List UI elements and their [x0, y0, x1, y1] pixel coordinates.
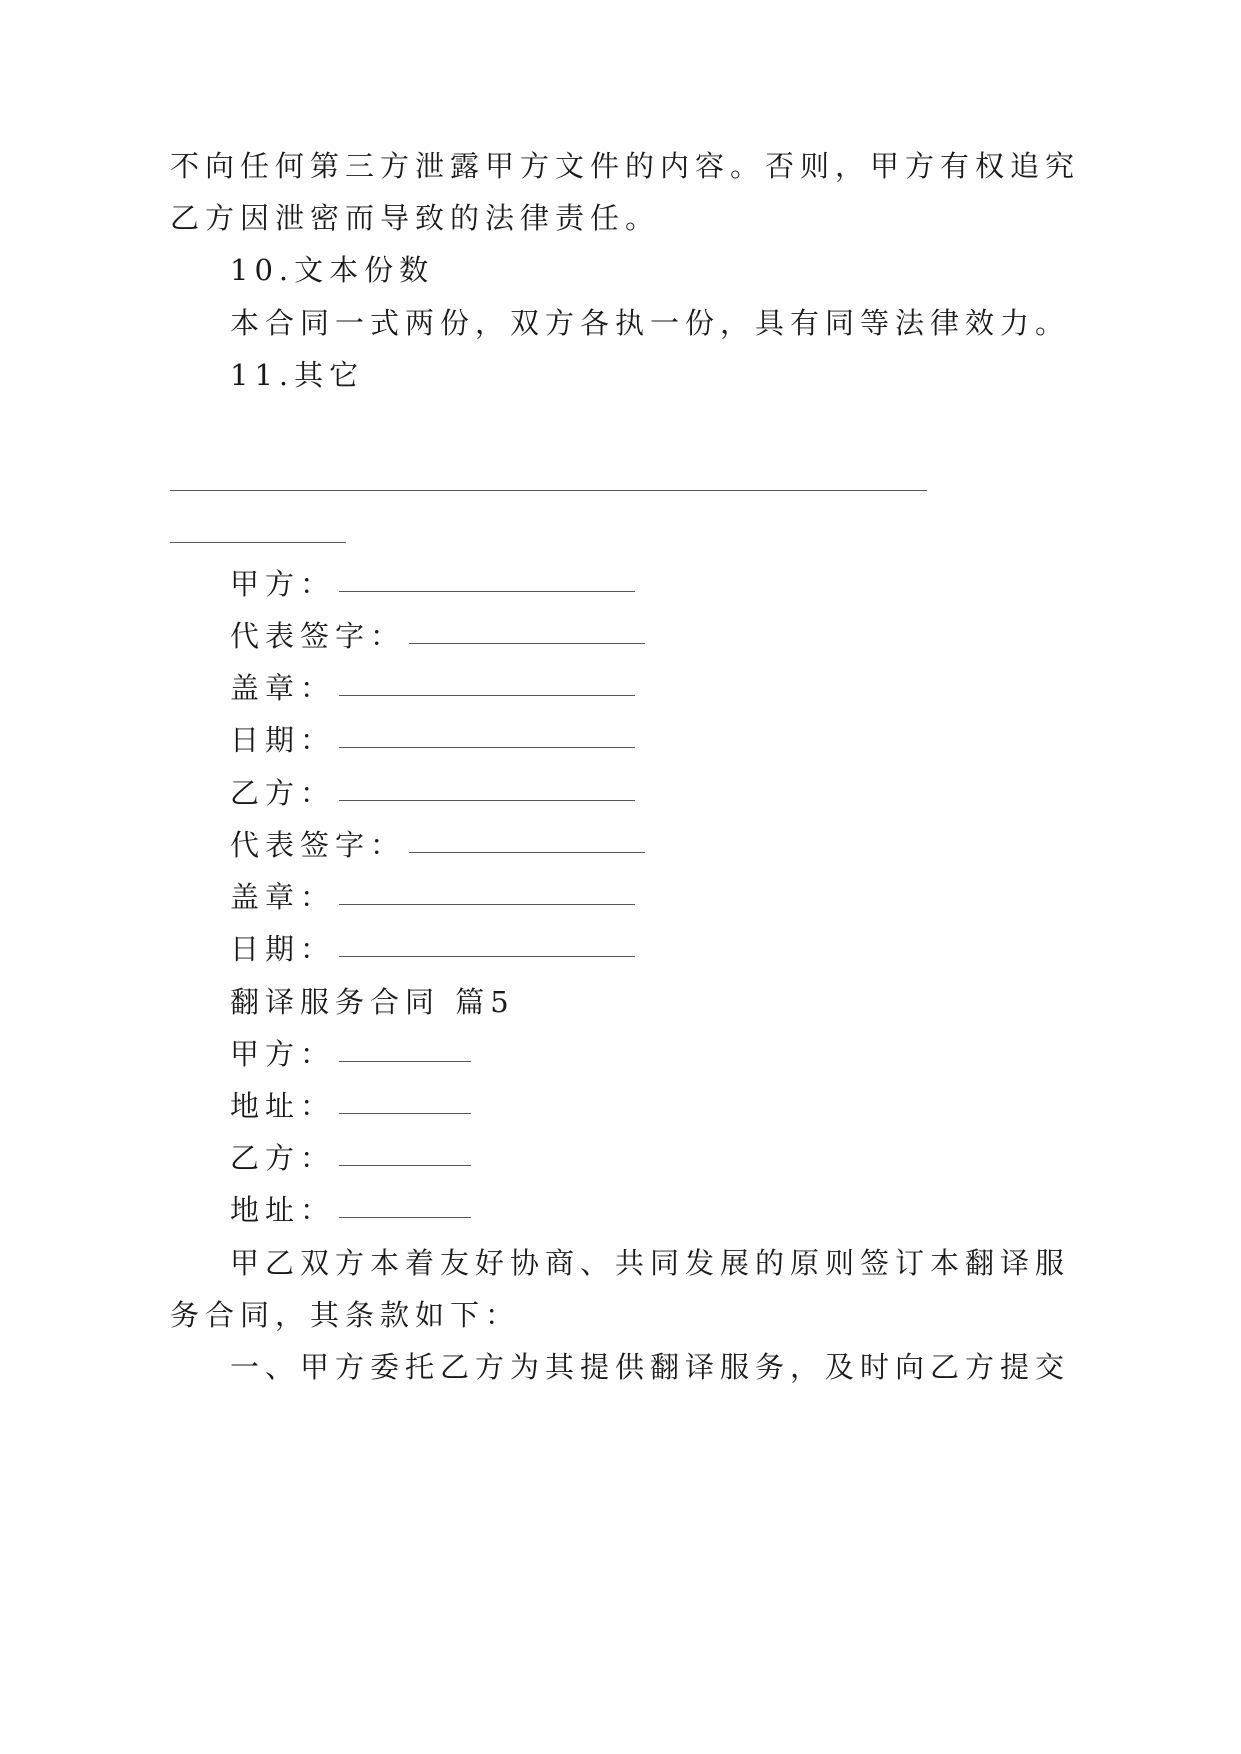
blank-line [409, 852, 645, 853]
blank-line [339, 1165, 471, 1166]
paragraph-line: 务合同，其条款如下： [170, 1298, 521, 1332]
blank-line [409, 643, 645, 644]
paragraph-line: 不向任何第三方泄露甲方文件的内容。否则，甲方有权追究 [170, 149, 1081, 183]
signature-field [230, 564, 635, 604]
blank-line [339, 904, 635, 905]
signature-field [230, 825, 645, 865]
party-field [230, 1190, 471, 1230]
signature-field [230, 929, 635, 969]
paragraph-line: 甲乙双方本着友好协商、共同发展的原则签订本翻译服 [230, 1246, 1071, 1280]
signature-field [230, 668, 635, 708]
blank-line [339, 695, 635, 696]
section-heading: 10.文本份数 [230, 253, 435, 287]
section-heading: 11.其它 [230, 358, 365, 392]
field-label: 地址： [230, 1193, 336, 1227]
field-label: 盖章： [230, 880, 336, 914]
party-field [230, 1138, 471, 1178]
paragraph-line: 本合同一式两份，双方各执一份，具有同等法律效力。 [230, 306, 1071, 340]
blank-line [339, 591, 635, 592]
signature-field [230, 616, 645, 656]
blank-line [339, 800, 635, 801]
contract-title: 翻译服务合同 篇5 [230, 985, 515, 1019]
blank-line [339, 1217, 471, 1218]
field-label: 盖章： [230, 671, 336, 705]
party-field [230, 1034, 471, 1074]
field-label: 日期： [230, 723, 336, 757]
blank-line [339, 1113, 471, 1114]
field-label: 甲方： [230, 1037, 336, 1071]
blank-rule [170, 542, 346, 543]
signature-field [230, 773, 635, 813]
field-label: 甲方： [230, 567, 336, 601]
blank-rule [170, 490, 927, 491]
blank-line [339, 1061, 471, 1062]
party-field [230, 1086, 471, 1126]
field-label: 日期： [230, 932, 336, 966]
field-label: 乙方： [230, 1141, 336, 1175]
paragraph-line: 乙方因泄密而导致的法律责任。 [170, 201, 661, 235]
blank-line [339, 956, 635, 957]
signature-field [230, 720, 635, 760]
field-label: 代表签字： [230, 828, 406, 862]
field-label: 地址： [230, 1089, 336, 1123]
blank-line [339, 747, 635, 748]
field-label: 乙方： [230, 776, 336, 810]
paragraph-line: 一、甲方委托乙方为其提供翻译服务，及时向乙方提交 [230, 1350, 1071, 1384]
field-label: 代表签字： [230, 619, 406, 653]
signature-field [230, 877, 635, 917]
